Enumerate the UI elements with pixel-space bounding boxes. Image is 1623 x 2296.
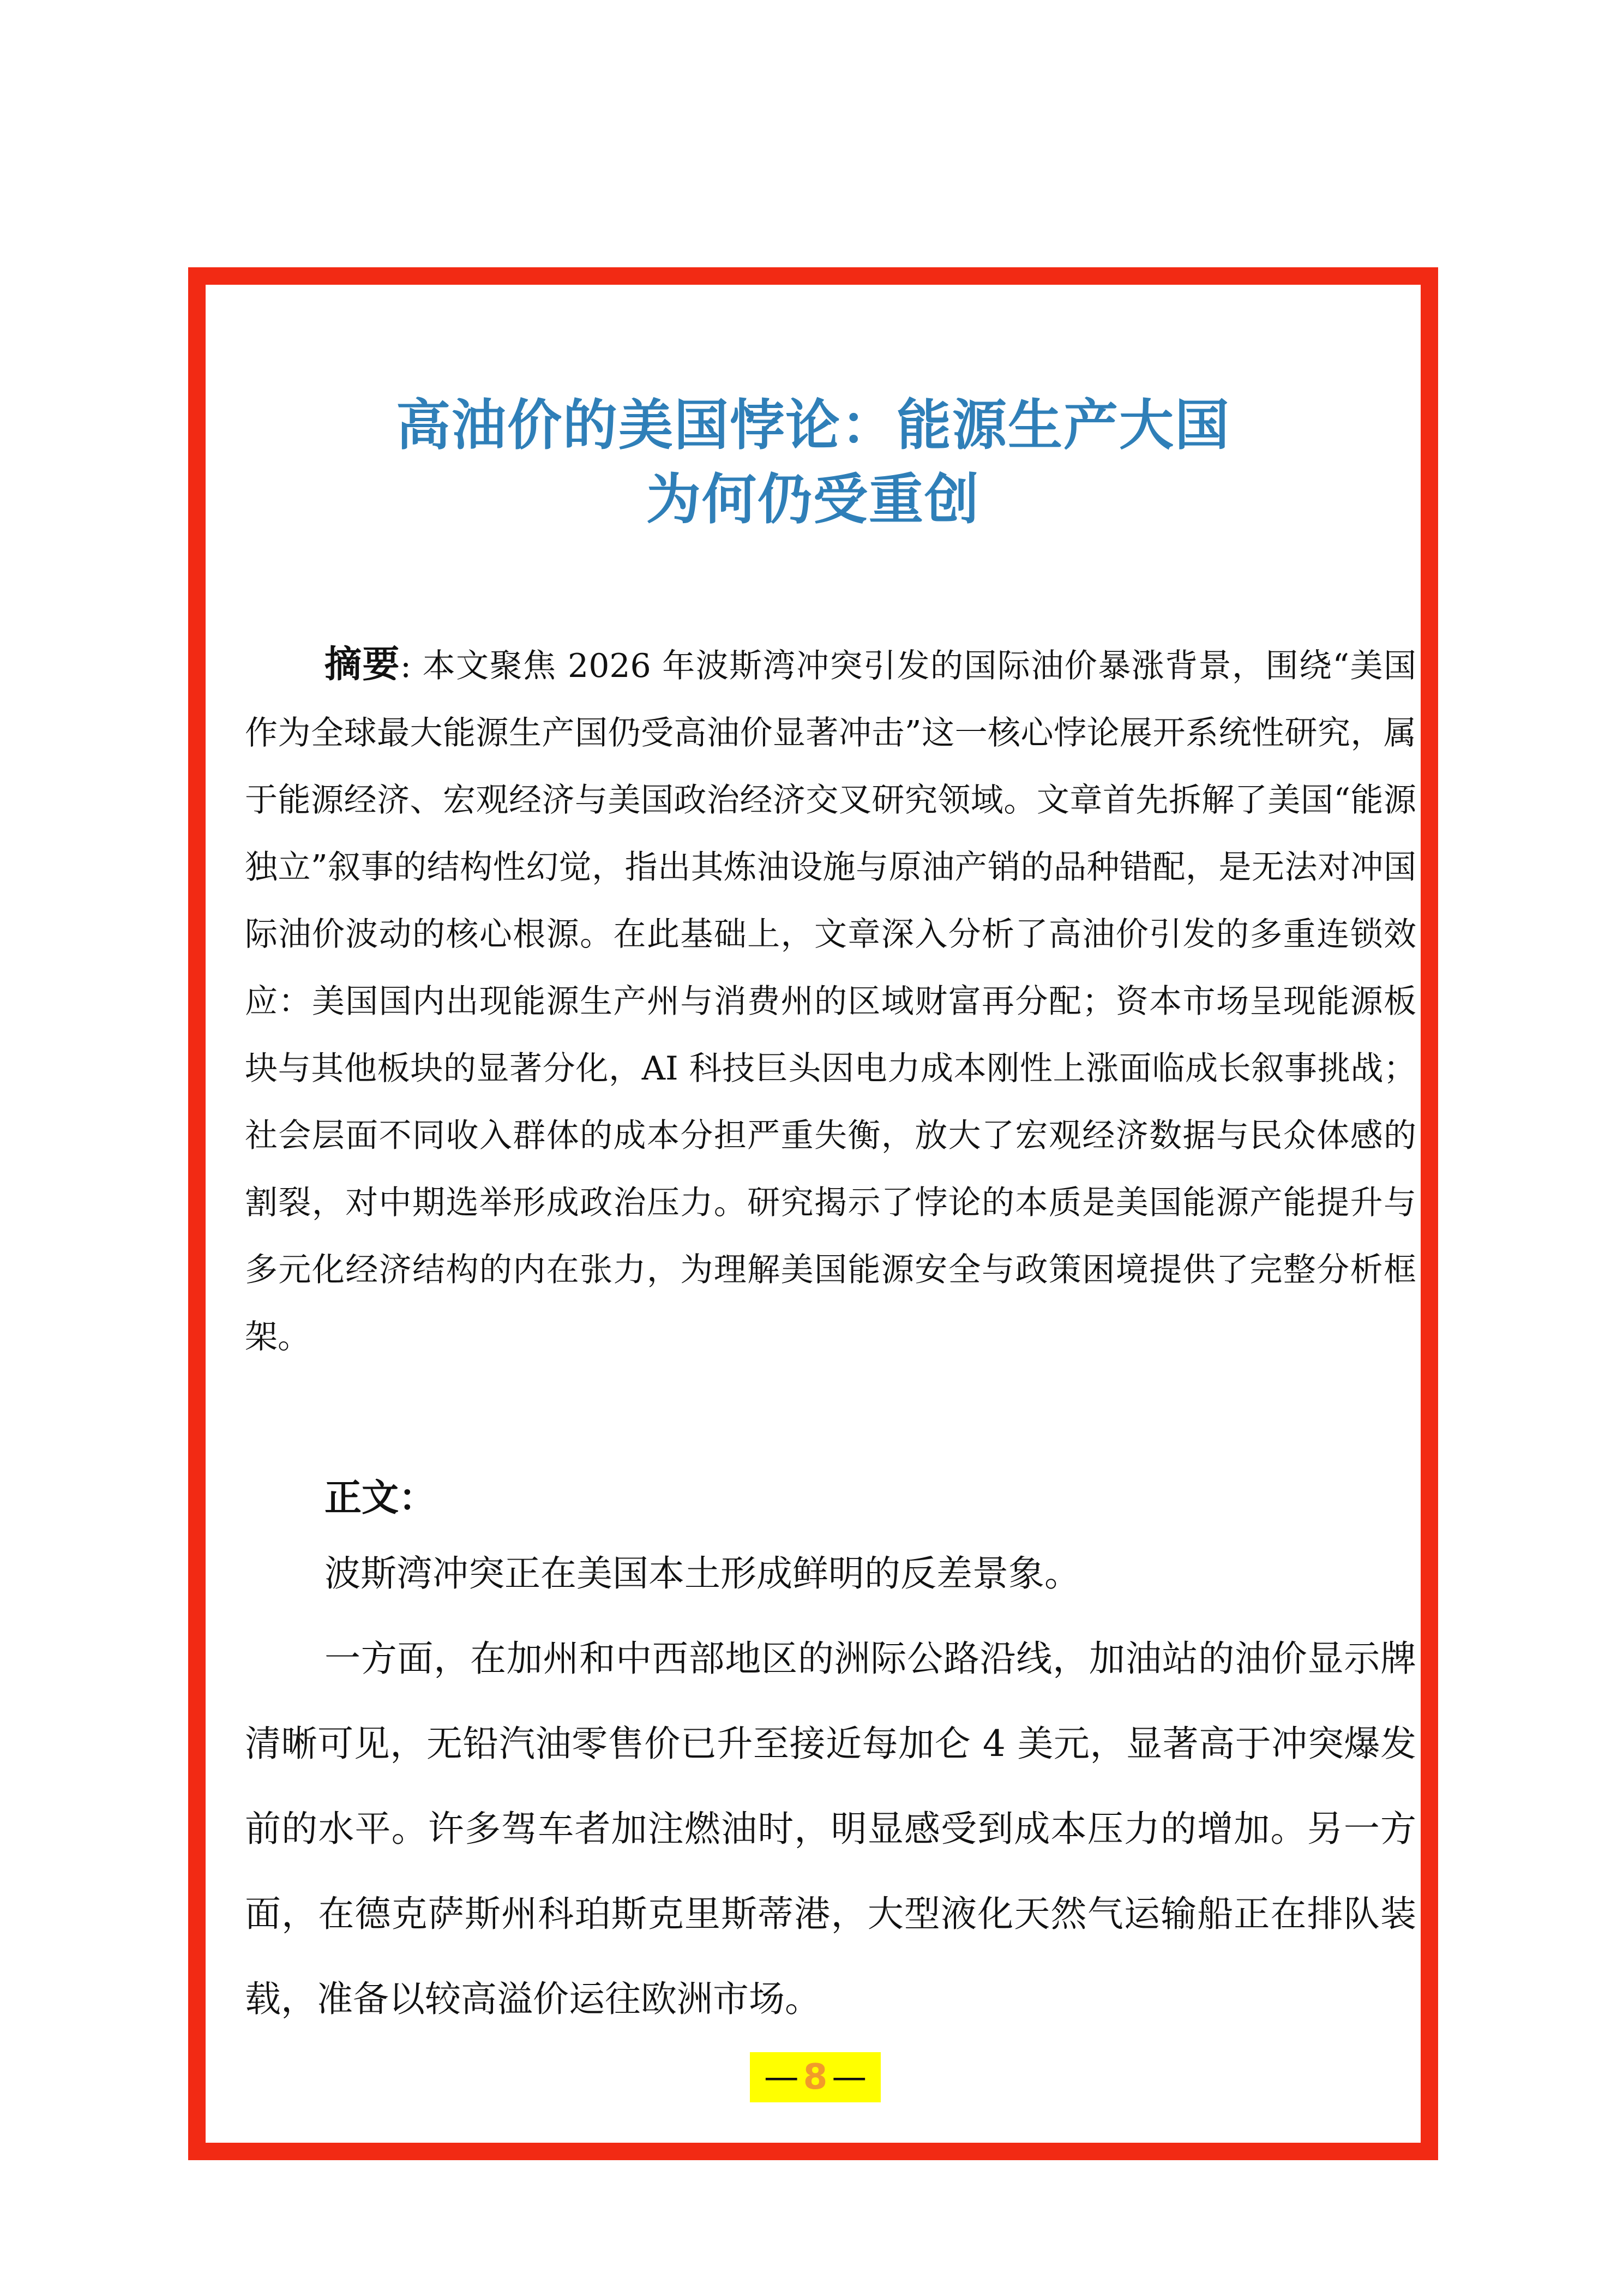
body-label: 正文： — [324, 1477, 436, 1520]
abstract-label: 摘要 — [324, 643, 400, 686]
page-frame — [188, 267, 1438, 2160]
abstract-paragraph — [245, 631, 1416, 1371]
page-number-badge — [750, 2052, 881, 2102]
body-paragraph-2: 一方面，在加州和中西部地区的洲际公路沿线，加油站的油价显示牌清晰可见，无铅汽油零售价已升至接近每加仑 4 美元，显著高于冲突爆发前的水平。许多驾车者加注燃油时，明显感受到成本压力的增加。另一方面，在德克萨斯州科珀斯克里斯蒂港，大型液化天然气运输船正在排队装载，准备以较高溢价运往欧洲市场。 — [245, 1638, 1416, 2020]
page-number-left-dash: — — [764, 2057, 799, 2097]
page-number-right-dash: — — [832, 2057, 867, 2097]
title-line-1: 高油价的美国悖论：能源生产大国 — [396, 393, 1230, 457]
page-number: 8 — [803, 2057, 828, 2097]
body-paragraph-1: 波斯湾冲突正在美国本土形成鲜明的反差景象。 — [324, 1552, 1080, 1594]
abstract-text: : 本文聚焦 2026 年波斯湾冲突引发的国际油价暴涨背景，围绕“美国作为全球最大能源生产国仍受高油价显著冲击”这一核心悖论展开系统性研究，属于能源经济、宏观经济与美国政治经济交叉研究领域。文章首先拆解了美国“能源独立”叙事的结构性幻觉，指出其炼油设施与原油产销的品种错配，是无法对冲国际油价波动的核心根源。在此基础上，文章深入分析了高油价引发的多重连锁效应：美国国内出现能源生产州与消费州的区域财富再分配；资本市场呈现能源板块与其他板块的显著分化，AI 科技巨头因电力成本刚性上涨面临成长叙事挑战；社会层面不同收入群体的成本分担严重失衡，放大了宏观经济数据与民众体感的割裂，对中期选举形成政治压力。研究揭示了悖论的本质是美国能源产能提升与多元化经济结构的内在张力，为理解美国能源安全与政策困境提供了完整分析框架。 — [245, 647, 1416, 1356]
article-title — [206, 388, 1421, 537]
title-line-2: 为何仍受重创 — [646, 467, 980, 531]
body-text — [245, 1531, 1416, 2042]
